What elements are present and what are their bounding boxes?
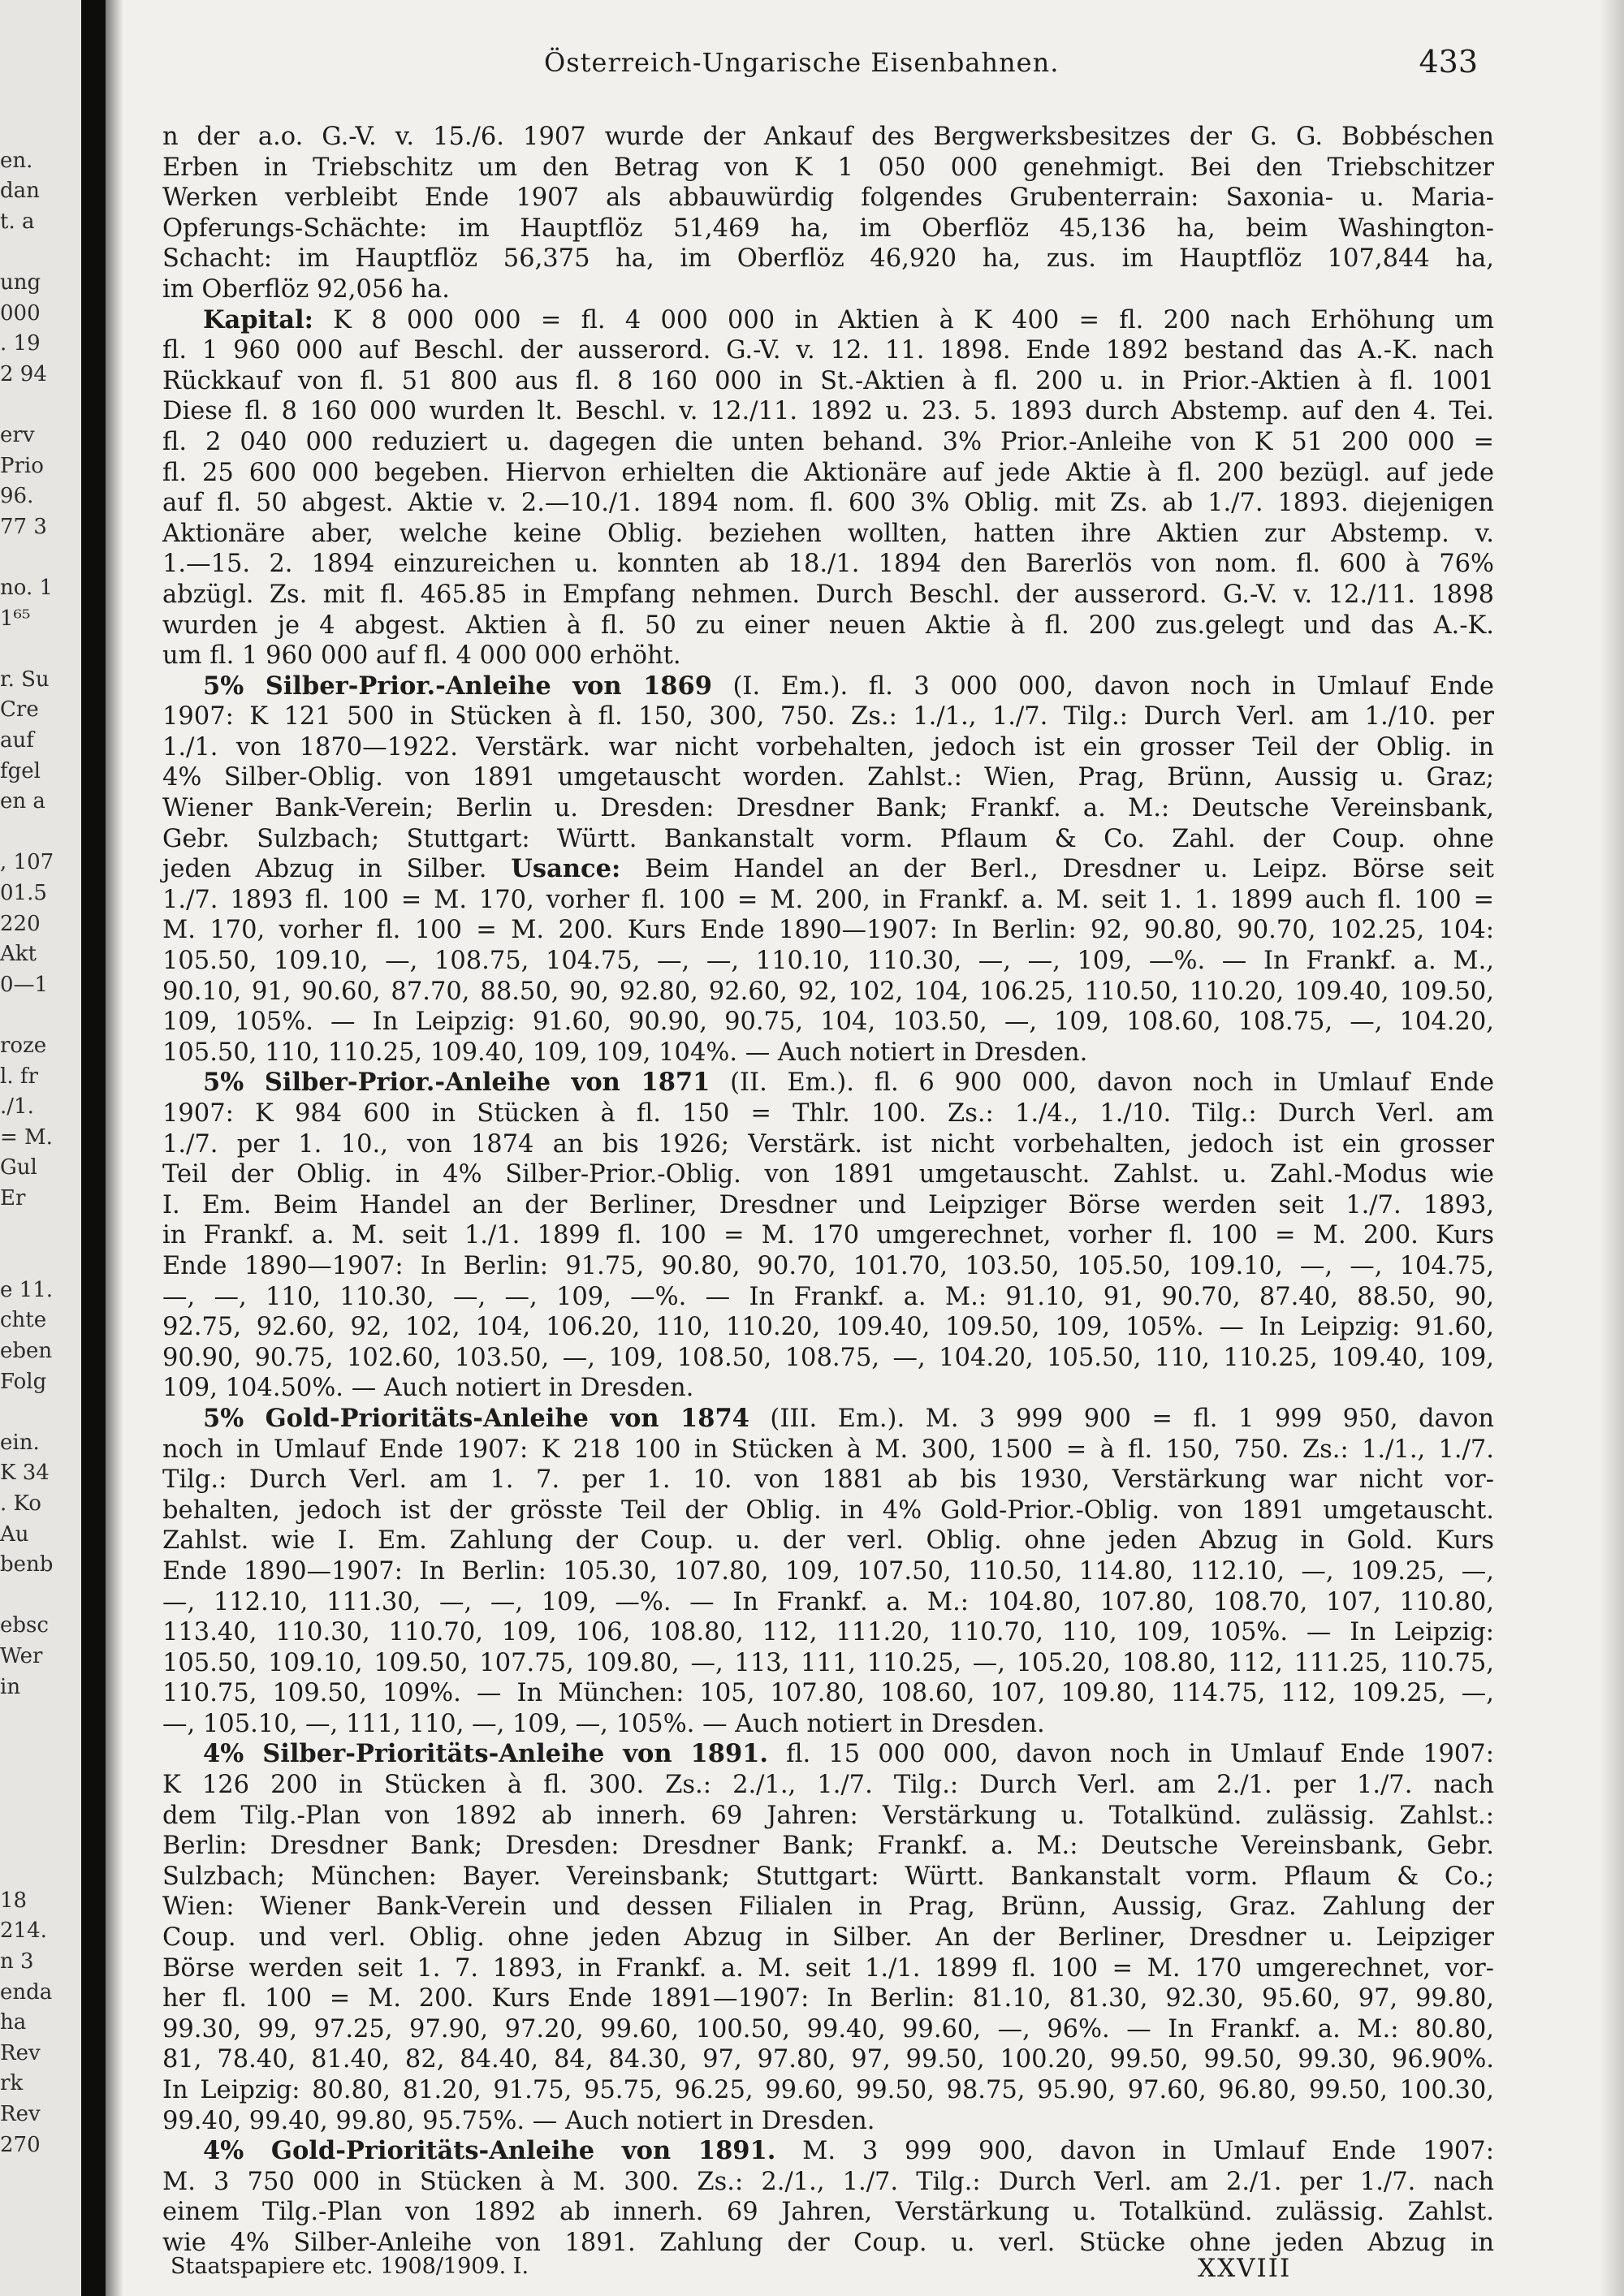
left-page-fragment: ung xyxy=(0,270,41,295)
text-line xyxy=(162,153,1494,183)
line-text: M. 3 999 900, davon in Umlauf Ende 1907: xyxy=(775,2137,1494,2166)
line-text: 109, 105%. — In Leipzig: 91.60, 90.90, 90.75, 104, 103.50, —, 109, 108.60, 108.75, —, 104.20, xyxy=(162,1008,1494,1037)
text-line xyxy=(162,2075,1494,2106)
line-text: I. Em. Beim Handel an der Berliner, Dresdner und Leipziger Börse werden seit 1./7. 1893, xyxy=(162,1190,1494,1219)
line-text: Ende 1890—1907: In Berlin: 105.30, 107.80, 109, 107.50, 110.50, 114.80, 112.10, —, 109.25, —, xyxy=(162,1556,1494,1586)
line-text: (II. Em.). fl. 6 900 000, davon noch in Umlauf Ende xyxy=(710,1068,1494,1098)
line-text: K 8 000 000 = fl. 4 000 000 in Aktien à K 400 = fl. 200 nach Erhöhung um xyxy=(313,305,1494,334)
left-page-fragment: dan xyxy=(0,179,40,204)
line-text: Coup. und verl. Oblig. ohne jeden Abzug in Silber. An der Berliner, Dresdner u. Leipziger xyxy=(162,1923,1494,1953)
left-page-fragment: r. Su xyxy=(0,667,50,692)
line-text: 1./7. 1893 fl. 100 = M. 170, vorher fl. 100 = M. 200, in Frankf. a. M. seit 1. 1. 1899 auch fl. 100 = xyxy=(162,885,1494,914)
left-page-fragment: Akt xyxy=(0,942,37,967)
book-gutter xyxy=(81,0,106,2296)
line-text: 105.50, 109.10, —, 108.75, 104.75, —, —, 110.10, 110.30, —, —, 109, —%. — In Frankf. a. M., xyxy=(162,947,1494,976)
section-heading: 4% Gold-Prioritäts-Anleihe von 1891. xyxy=(203,2136,776,2166)
scan-right-edge xyxy=(1600,0,1624,2296)
line-text: In Leipzig: 80.80, 81.20, 91.75, 95.75, 96.25, 99.60, 99.50, 98.75, 95.90, 97.60, 96.80, 99.50, 100.30, xyxy=(162,2076,1494,2104)
line-text: 81, 78.40, 81.40, 82, 84.40, 84, 84.30, 97, 97.80, 97, 99.50, 100.20, 99.50, 99.50, 99.30, 96.90%. xyxy=(162,2045,1494,2074)
left-page-fragment: l. fr xyxy=(0,1064,38,1089)
page-body xyxy=(162,122,1494,2259)
text-line xyxy=(162,854,1494,885)
line-text: 1907: K 984 600 in Stücken à fl. 150 = Thlr. 100. Zs.: 1./4., 1./10. Tilg.: Durch Verl. am xyxy=(162,1099,1494,1128)
line-text: 109, 104.50%. — Auch notiert in Dresden. xyxy=(162,1374,694,1403)
line-text: 110.75, 109.50, 109%. — In München: 105, 107.80, 108.60, 107, 109.80, 114.75, 112, 109.25, —, xyxy=(162,1679,1494,1708)
line-text: Tilg.: Durch Verl. am 1. 7. per 1. 10. von 1881 ab bis 1930, Verstärkung war nicht vor- xyxy=(162,1465,1494,1495)
line-text: Teil der Oblig. in 4% Silber-Prior.-Oblig. von 1891 umgetauscht. Zahlst. u. Zahl.-Modus wie xyxy=(162,1160,1494,1189)
line-text: behalten, jedoch ist der grösste Teil der Oblig. in 4% Gold-Prior.-Oblig. von 1891 umgetauscht. xyxy=(162,1495,1494,1525)
text-line xyxy=(162,1007,1494,1038)
line-text: fl. 25 600 000 begeben. Hiervon erhielten die Aktionäre auf jede Aktie à fl. 200 bezügl. auf jede xyxy=(162,458,1494,487)
text-line xyxy=(162,1556,1494,1587)
left-page-fragment: 01.5 xyxy=(0,881,47,905)
line-text: Diese fl. 8 160 000 wurden lt. Beschl. v. 12./11. 1892 u. 23. 5. 1893 durch Abstemp. auf den 4. Tei. xyxy=(162,397,1494,426)
text-line xyxy=(162,1526,1494,1556)
left-page-fragment: 000 xyxy=(0,300,41,326)
text-line xyxy=(162,701,1494,732)
line-text: —, 112.10, 111.30, —, —, 109, —%. — In Frankf. a. M.: 104.80, 107.80, 108.70, 107, 110.80, xyxy=(162,1587,1494,1616)
text-line xyxy=(162,977,1494,1008)
left-page-fragment: 2 94 xyxy=(0,361,47,386)
line-text: Wiener Bank-Verein; Berlin u. Dresden: Dresdner Bank; Frankf. a. M.: Deutsche Vereinsbank, xyxy=(162,794,1494,823)
left-page-fragment: rk xyxy=(0,2071,24,2096)
line-text: (I. Em.). fl. 3 000 000, davon noch in Umlauf Ende xyxy=(711,671,1494,701)
line-text: 4% Silber-Oblig. von 1891 umgetauscht worden. Zahlst.: Wien, Prag, Brünn, Aussig u. Graz; xyxy=(162,763,1494,792)
line-text: fl. 1 960 000 auf Beschl. der ausserord. G.-V. v. 12. 11. 1898. Ende 1892 bestand das A.-K. nach xyxy=(162,336,1494,365)
line-text: n der a.o. G.-V. v. 15./6. 1907 wurde der Ankauf des Bergwerksbesitzes der G. G. Bobbéschen xyxy=(162,123,1494,151)
line-text: Beim Handel an der Berl., Dresdner u. Leipz. Börse seit xyxy=(620,855,1494,884)
text-line xyxy=(162,793,1494,824)
left-page-fragment: = M. xyxy=(0,1124,53,1150)
line-text: —, —, 110, 110.30, —, —, 109, —%. — In Frankf. a. M.: 91.10, 91, 90.70, 87.40, 88.50, 90, xyxy=(162,1282,1494,1311)
text-line xyxy=(162,1159,1494,1190)
text-line xyxy=(162,915,1494,946)
section-heading: Kapital: xyxy=(203,304,313,334)
text-line xyxy=(162,732,1494,763)
text-line xyxy=(162,1404,1494,1435)
line-text: jeden Abzug in Silber. xyxy=(162,855,512,884)
line-text: 1.—15. 2. 1894 einzureichen u. konnten ab 18./1. 1894 den Barerlös von nom. fl. 600 à 76% xyxy=(162,550,1494,579)
left-page-fragment: roze xyxy=(0,1034,47,1058)
left-page-fragment: Wer xyxy=(0,1644,43,1668)
text-line xyxy=(162,1648,1494,1679)
left-page-fragment: ebsc xyxy=(0,1613,49,1638)
gutter-shadow xyxy=(106,0,123,2296)
line-text: fl. 2 040 000 reduziert u. dagegen die unten behand. 3% Prior.-Anleihe von K 51 200 000 = xyxy=(162,427,1494,456)
line-text: Börse werden seit 1. 7. 1893, in Frankf. a. M. seit 1./1. 1899 fl. 100 = M. 170 umgerechnet, vor- xyxy=(162,1953,1494,1983)
left-page-fragment: 77 3 xyxy=(0,514,47,539)
line-text: —, 105.10, —, 111, 110, —, 109, —, 105%. — Auch notiert in Dresden. xyxy=(162,1709,1045,1738)
line-text: 1./1. von 1870—1922. Verstärk. war nicht vorbehalten, jedoch ist ein grosser Teil der Oblig. in xyxy=(162,732,1494,762)
text-line xyxy=(162,611,1494,641)
inline-heading: Usance: xyxy=(511,854,621,884)
text-line xyxy=(162,1953,1494,1984)
text-line xyxy=(162,1373,1494,1404)
text-line xyxy=(162,1129,1494,1160)
text-line xyxy=(162,2136,1494,2167)
line-text: Erben in Triebschitz um den Betrag von K 1 050 000 genehmigt. Bei den Triebschitzer xyxy=(162,153,1494,182)
text-line xyxy=(162,1343,1494,1374)
line-text: Gebr. Sulzbach; Stuttgart: Württ. Bankanstalt vorm. Pflaum & Co. Zahl. der Coup. ohne xyxy=(162,824,1494,853)
left-page-fragment: e 11. xyxy=(0,1277,53,1302)
text-line xyxy=(162,1739,1494,1770)
text-line xyxy=(162,2197,1494,2228)
text-line xyxy=(162,366,1494,397)
text-line xyxy=(162,1190,1494,1221)
text-line xyxy=(162,122,1494,153)
left-page-fragment: Au xyxy=(0,1521,29,1547)
line-text: 92.75, 92.60, 92, 102, 104, 106.20, 110, 110.20, 109.40, 109.50, 109, 105%. — In Leipzig: 91.60, xyxy=(162,1313,1494,1342)
text-line xyxy=(162,1892,1494,1923)
text-line xyxy=(162,1923,1494,1953)
line-text: auf fl. 50 abgest. Aktie v. 2.—10./1. 1894 nom. fl. 600 3% Oblig. mit Zs. ab 1./7. 1893. diejenigen xyxy=(162,489,1494,518)
line-text: 1./7. per 1. 10., von 1874 an bis 1926; Verstärk. ist nicht vorbehalten, jedoch ist ein grosser xyxy=(162,1129,1494,1159)
line-text: im Oberflöz 92,056 ha. xyxy=(162,274,450,304)
line-text: 99.40, 99.40, 99.80, 95.75%. — Auch notiert in Dresden. xyxy=(162,2106,875,2135)
text-line xyxy=(162,1312,1494,1343)
left-page-fragment: Folg xyxy=(0,1369,47,1394)
text-line xyxy=(162,2044,1494,2075)
line-text: wurden je 4 abgest. Aktien à fl. 50 zu einer neuen Aktie à fl. 200 zus.gelegt und das A.-K. xyxy=(162,611,1494,640)
left-page-fragment: no. 1 xyxy=(0,576,54,600)
line-text: um fl. 1 960 000 auf fl. 4 000 000 erhöht. xyxy=(162,641,681,671)
text-line xyxy=(162,305,1494,336)
line-text: noch in Umlauf Ende 1907: K 218 100 in Stücken à M. 300, 1500 = à fl. 150, 750. Zs.: 1./1., 1./7. xyxy=(162,1435,1494,1464)
left-page-fragment: Rev xyxy=(0,2040,41,2065)
text-line xyxy=(162,1678,1494,1709)
left-page-fragment: Rev xyxy=(0,2102,41,2126)
text-line xyxy=(162,1465,1494,1495)
line-text: 90.90, 90.75, 102.60, 103.50, —, 109, 108.50, 108.75, —, 104.20, 105.50, 110, 110.25, 109.40, 109, xyxy=(162,1343,1494,1372)
section-heading: 5% Silber-Prior.-Anleihe von 1869 xyxy=(203,671,712,701)
left-page-fragment: 1⁶⁵ xyxy=(0,606,31,631)
text-line xyxy=(162,1617,1494,1648)
left-page-fragment: t. a xyxy=(0,209,35,234)
text-line xyxy=(162,396,1494,427)
text-line xyxy=(162,335,1494,366)
line-text: 113.40, 110.30, 110.70, 109, 106, 108.80, 112, 111.20, 110.70, 110, 109, 105%. — In Leipzig: xyxy=(162,1618,1494,1647)
line-text: her fl. 100 = M. 200. Kurs Ende 1891—1907: In Berlin: 81.10, 81.30, 92.30, 95.60, 97, 99.80, xyxy=(162,1984,1494,2013)
line-text: wie 4% Silber-Anleihe von 1891. Zahlung der Coup. u. verl. Stücke ohne jeden Abzug in xyxy=(162,2228,1494,2257)
text-line xyxy=(162,1709,1494,1740)
footer-sheet-number: XXVIII xyxy=(1198,2254,1292,2283)
text-line xyxy=(162,1068,1494,1098)
line-text: Sulzbach; München: Bayer. Vereinsbank; Stuttgart: Württ. Bankanstalt vorm. Pflaum & Co.; xyxy=(162,1862,1494,1891)
line-text: 90.10, 91, 90.60, 87.70, 88.50, 90, 92.80, 92.60, 92, 102, 104, 106.25, 110.50, 110.20, 109.40, 109.50, xyxy=(162,977,1494,1006)
left-page-fragment: ein. xyxy=(0,1430,40,1455)
left-page-fragment: ./1. xyxy=(0,1094,34,1120)
text-line xyxy=(162,2167,1494,2198)
text-line xyxy=(162,1801,1494,1832)
line-text: Ende 1890—1907: In Berlin: 91.75, 90.80, 90.70, 101.70, 103.50, 105.50, 109.10, —, —, 104.75, xyxy=(162,1251,1494,1280)
left-page-fragment: Gul xyxy=(0,1155,37,1180)
line-text: Werken verbleibt Ende 1907 als abbauwürdig folgendes Grubenterrain: Saxonia- u. Maria- xyxy=(162,183,1494,213)
page-header xyxy=(162,44,1478,83)
text-line xyxy=(162,1983,1494,2014)
left-page-fragment: 270 xyxy=(0,2132,41,2157)
text-line xyxy=(162,244,1494,274)
line-text: 1907: K 121 500 in Stücken à fl. 150, 300, 750. Zs.: 1./1., 1./7. Tilg.: Durch Verl. am 1./10. per xyxy=(162,702,1494,732)
text-line xyxy=(162,580,1494,611)
left-page-fragment: 96. xyxy=(0,484,34,509)
line-text: einem Tilg.-Plan von 1892 ab innerh. 69 Jahren, Verstärkung u. Totalkünd. zulässig. Zahlst. xyxy=(162,2198,1494,2227)
left-page-fragment: 214. xyxy=(0,1918,47,1944)
line-text: 99.30, 99, 97.25, 97.90, 97.20, 99.60, 100.50, 99.40, 99.60, —, 96%. — In Frankf. a. M.: 80.80, xyxy=(162,2014,1494,2044)
left-page-fragment: Er xyxy=(0,1186,26,1211)
line-text: Zahlst. wie I. Em. Zahlung der Coup. u. der verl. Oblig. ohne jeden Abzug in Gold. Kurs xyxy=(162,1526,1494,1556)
line-text: Schacht: im Hauptflöz 56,375 ha, im Oberflöz 46,920 ha, zus. im Hauptflöz 107,844 ha, xyxy=(162,244,1494,274)
left-page-fragment: , 107 xyxy=(0,850,54,875)
left-page-fragment: 18 xyxy=(0,1888,28,1913)
left-page-fragment: Cre xyxy=(0,697,39,723)
footer-signature: Staatspapiere etc. 1908/1909. I. xyxy=(171,2254,529,2279)
text-line xyxy=(162,488,1494,519)
line-text: dem Tilg.-Plan von 1892 ab innerh. 69 Jahren: Verstärkung u. Totalkünd. zulässig. Zahlst.: xyxy=(162,1801,1494,1830)
text-line xyxy=(162,824,1494,855)
left-page-fragment: 0—1 xyxy=(0,972,49,997)
line-text: in Frankf. a. M. seit 1./1. 1899 fl. 100 = M. 170 umgerechnet, vorher fl. 100 = M. 200. Kurs xyxy=(162,1221,1494,1250)
line-text: Opferungs-Schächte: im Hauptflöz 51,469 ha, im Oberflöz 45,136 ha, beim Washington- xyxy=(162,214,1494,243)
text-line xyxy=(162,1038,1494,1068)
line-text: Aktionäre aber, welche keine Oblig. beziehen wollten, hatten ihre Aktien zur Abstemp. v. xyxy=(162,519,1494,548)
text-line xyxy=(162,1862,1494,1892)
line-text: K 126 200 in Stücken à fl. 300. Zs.: 2./1., 1./7. Tilg.: Durch Verl. am 2./1. per 1./7. nach xyxy=(162,1771,1494,1800)
text-line xyxy=(162,1495,1494,1526)
left-page-fragment: en. xyxy=(0,148,33,173)
text-line xyxy=(162,762,1494,793)
line-text: Wien: Wiener Bank-Verein und dessen Filialen in Prag, Brünn, Aussig, Graz. Zahlung der xyxy=(162,1892,1494,1922)
line-text: fl. 15 000 000, davon noch in Umlauf Ende 1907: xyxy=(768,1740,1494,1769)
left-page-fragment: Prio xyxy=(0,453,44,478)
text-line xyxy=(162,1282,1494,1313)
left-page-fragment: en a xyxy=(0,789,45,814)
section-heading: 5% Gold-Prioritäts-Anleihe von 1874 xyxy=(203,1403,749,1433)
text-line xyxy=(162,1587,1494,1618)
left-page-fragment: in xyxy=(0,1674,21,1699)
text-line xyxy=(162,519,1494,550)
text-line xyxy=(162,885,1494,916)
text-line xyxy=(162,1435,1494,1465)
left-page-fragment: K 34 xyxy=(0,1461,50,1486)
left-page-fragment: . Ko xyxy=(0,1491,41,1516)
text-line xyxy=(162,946,1494,977)
left-page-fragment: benb xyxy=(0,1552,54,1577)
left-page-fragment: auf xyxy=(0,728,34,753)
left-page-fragment: . 19 xyxy=(0,331,41,356)
text-line xyxy=(162,183,1494,214)
left-page-fragment: n 3 xyxy=(0,1949,34,1974)
text-line xyxy=(162,1220,1494,1251)
line-text: M. 170, vorher fl. 100 = M. 200. Kurs Ende 1890—1907: In Berlin: 92, 90.80, 90.70, 102.25, 104: xyxy=(162,916,1494,945)
left-page-fragment: enda xyxy=(0,1979,53,2005)
text-line xyxy=(162,549,1494,580)
text-line xyxy=(162,2106,1494,2137)
text-line xyxy=(162,1251,1494,1282)
text-line xyxy=(162,274,1494,305)
line-text: abzügl. Zs. mit fl. 465.85 in Empfang nehmen. Durch Beschl. der ausserord. G.-V. v. 12./11. 1898 xyxy=(162,580,1494,609)
section-heading: 4% Silber-Prioritäts-Anleihe von 1891. xyxy=(203,1739,769,1769)
left-page-fragment: ha xyxy=(0,2010,27,2035)
section-heading: 5% Silber-Prior.-Anleihe von 1871 xyxy=(203,1068,710,1098)
line-text: Rückkauf von fl. 51 800 aus fl. 8 160 000 in St.-Aktien à fl. 200 u. in Prior.-Aktien à fl. 1001 xyxy=(162,366,1494,395)
page-footer xyxy=(171,2254,1486,2286)
line-text: 105.50, 110, 110.25, 109.40, 109, 109, 104%. — Auch notiert in Dresden. xyxy=(162,1038,1088,1067)
left-page-fragment: eben xyxy=(0,1339,53,1363)
text-line xyxy=(162,214,1494,244)
text-line xyxy=(162,671,1494,702)
text-line xyxy=(162,1831,1494,1862)
text-line xyxy=(162,1098,1494,1129)
text-line xyxy=(162,641,1494,671)
left-page-fragment: chte xyxy=(0,1308,47,1333)
page-number: 433 xyxy=(1419,44,1478,80)
line-text: 105.50, 109.10, 109.50, 107.75, 109.80, —, 113, 111, 110.25, —, 105.20, 108.80, 112, 111.25, 110.75, xyxy=(162,1648,1494,1677)
line-text: (III. Em.). M. 3 999 900 = fl. 1 999 950, davon xyxy=(749,1404,1494,1433)
line-text: Berlin: Dresdner Bank; Dresden: Dresdner Bank; Frankf. a. M.: Deutsche Vereinsbank, Gebr. xyxy=(162,1832,1494,1861)
left-page-fragment: 220 xyxy=(0,911,41,936)
text-line xyxy=(162,427,1494,458)
left-page-fragment: fgel xyxy=(0,758,41,783)
text-line xyxy=(162,458,1494,489)
line-text: M. 3 750 000 in Stücken à M. 300. Zs.: 2./1., 1./7. Tilg.: Durch Verl. am 2./1. per 1./7. nach xyxy=(162,2167,1494,2196)
text-line xyxy=(162,1770,1494,1801)
running-title: Österreich-Ungarische Eisenbahnen. xyxy=(544,47,1060,78)
text-line xyxy=(162,2014,1494,2045)
left-page-fragment: erv xyxy=(0,423,35,447)
